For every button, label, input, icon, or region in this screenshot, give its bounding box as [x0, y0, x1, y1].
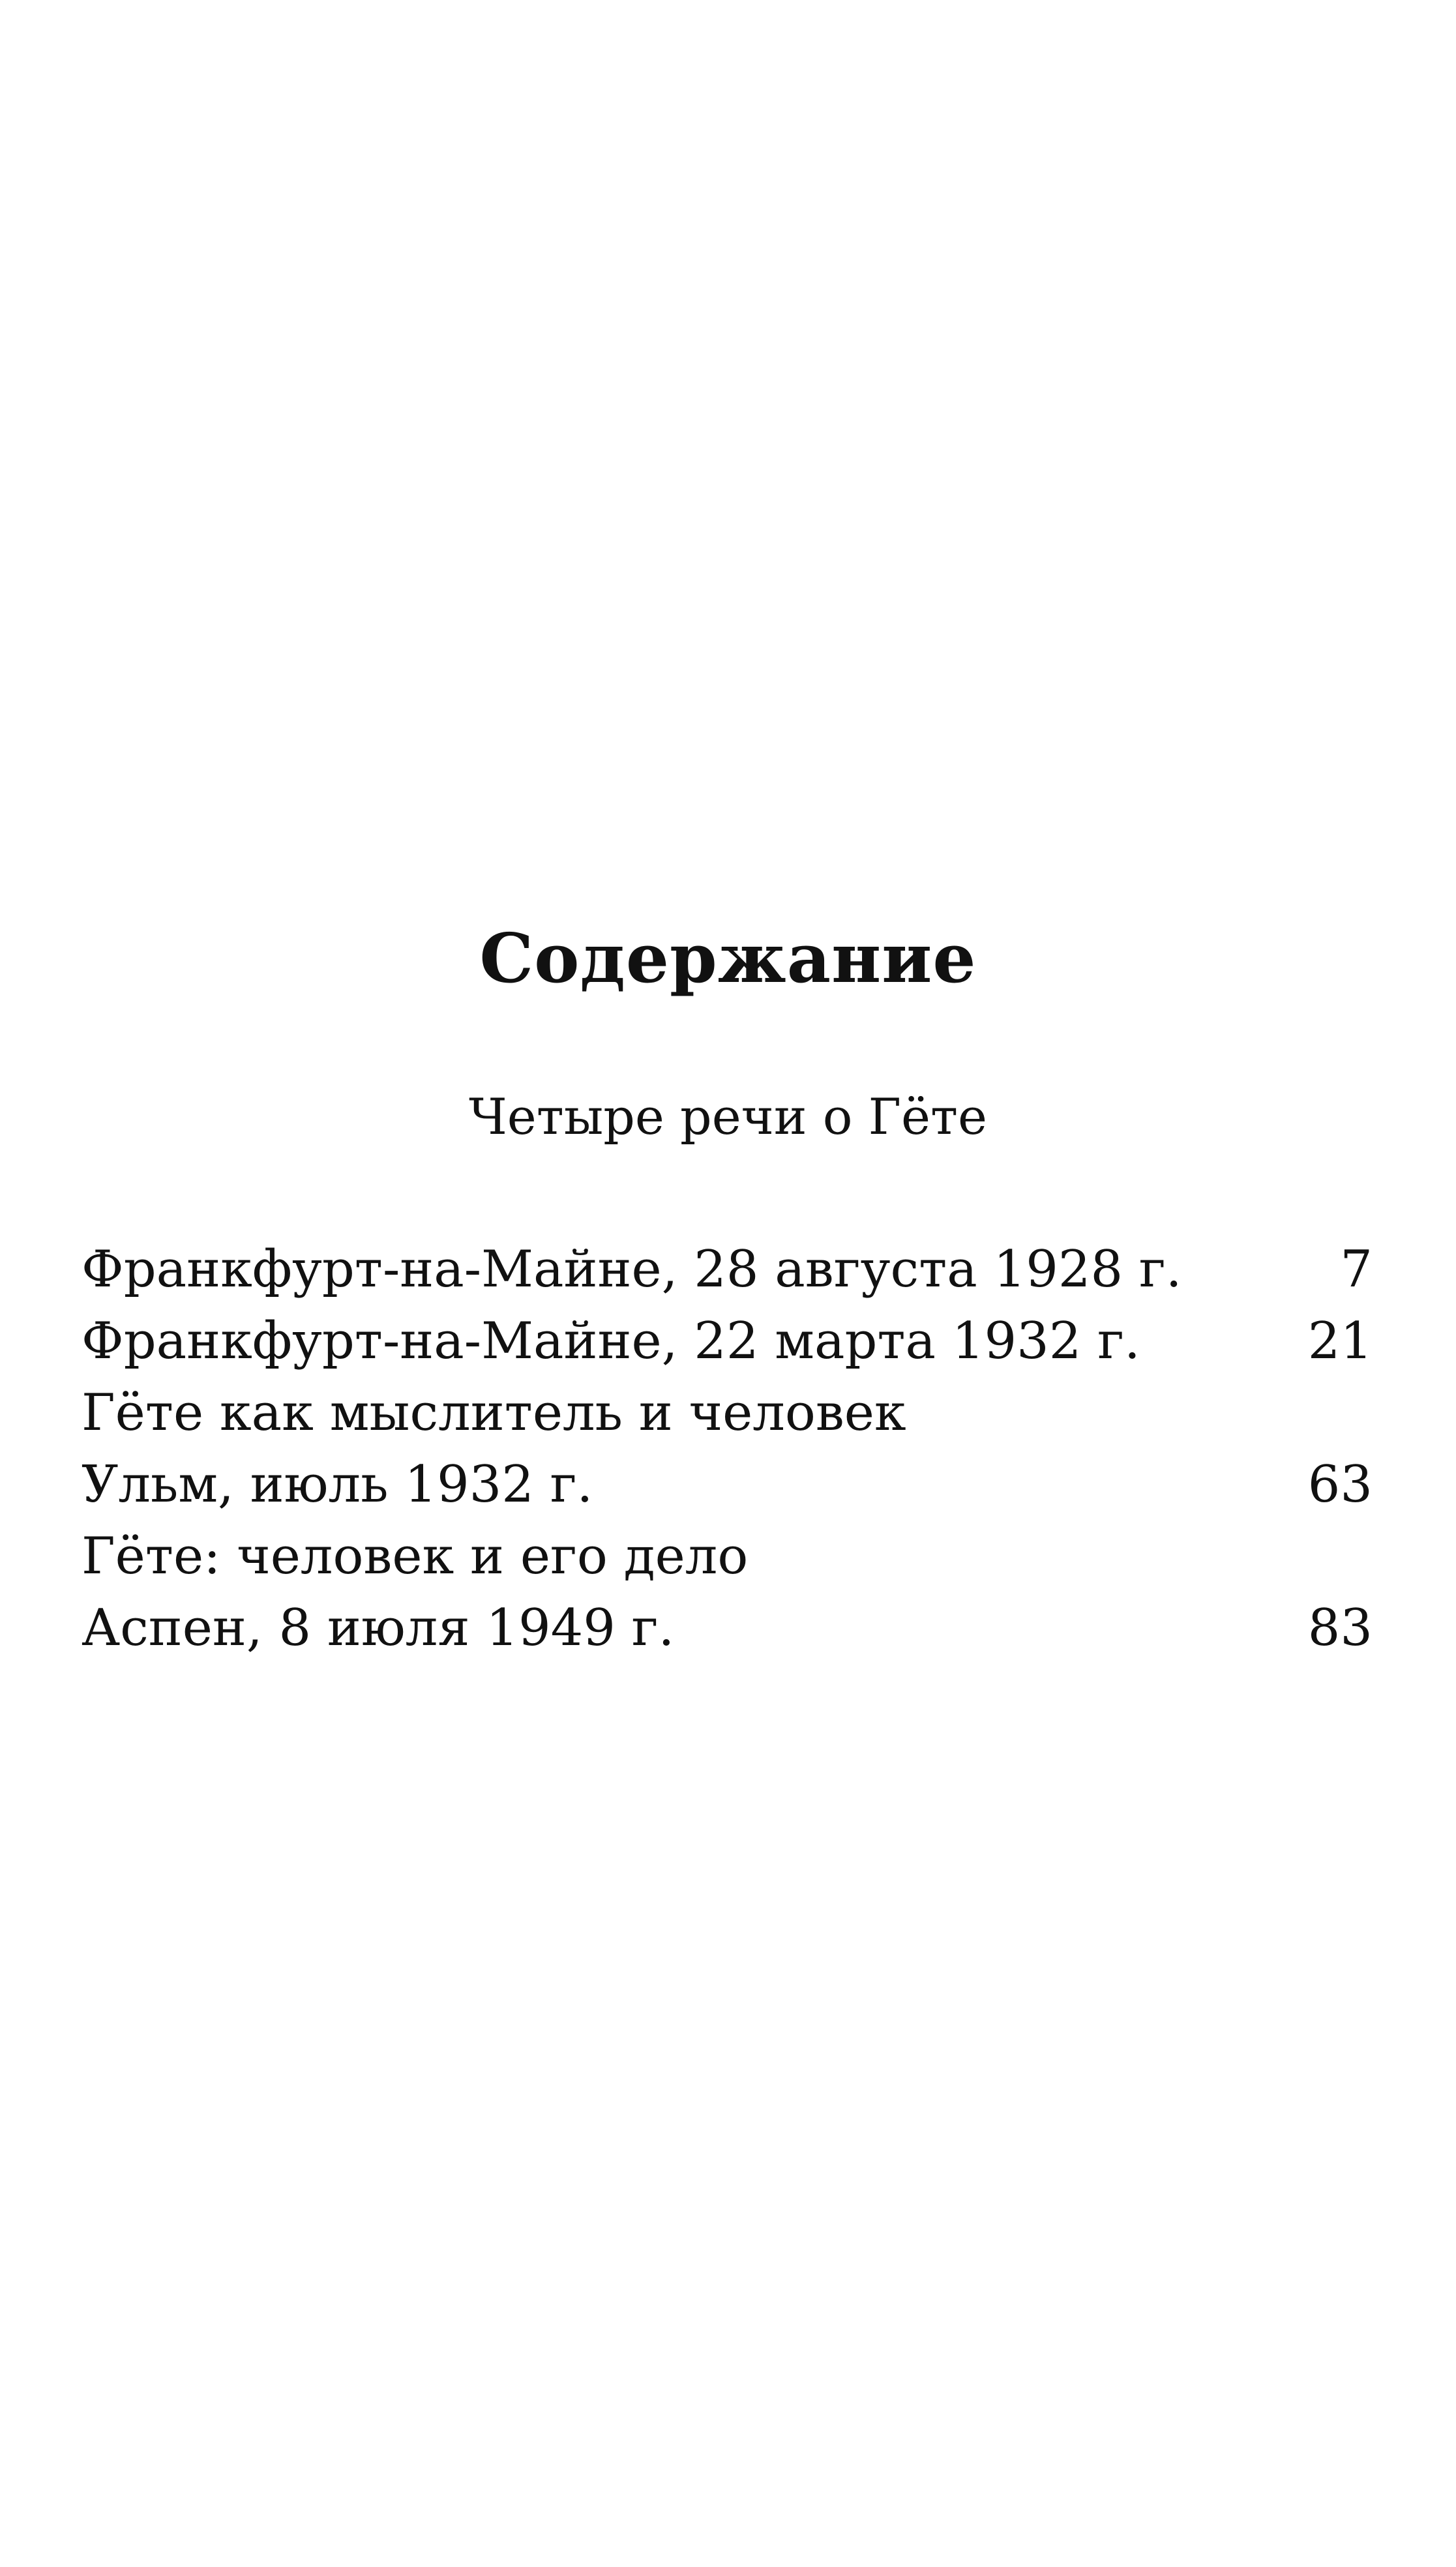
toc-entry-aspen-1949	[82, 1592, 1373, 1664]
toc-entry-page: 83	[1307, 1599, 1373, 1657]
toc-entry-page: 21	[1307, 1312, 1373, 1371]
toc-entry-title: Ульм, июль 1932 г.	[82, 1455, 593, 1514]
table-of-contents	[82, 1234, 1373, 1664]
toc-entry-title: Франкфурт-на-Майне, 22 марта 1932 г.	[82, 1312, 1140, 1371]
toc-entry-goethe-thinker	[82, 1377, 1373, 1449]
toc-entry-title: Аспен, 8 июля 1949 г.	[82, 1599, 675, 1657]
section-title: Четыре речи о Гёте	[469, 1088, 987, 1146]
toc-entry-frankfurt-1928	[82, 1234, 1373, 1305]
toc-entry-frankfurt-1932	[82, 1305, 1373, 1377]
page-title: Содержание	[479, 918, 977, 998]
toc-entry-ulm-1932	[82, 1449, 1373, 1521]
toc-entry-title: Гёте: человек и его дело	[82, 1527, 749, 1586]
toc-entry-goethe-work	[82, 1521, 1373, 1592]
toc-entry-page: 63	[1307, 1455, 1373, 1514]
toc-entry-page: 7	[1340, 1240, 1373, 1299]
toc-entry-title: Гёте как мыслитель и человек	[82, 1384, 906, 1442]
toc-entry-title: Франкфурт-на-Майне, 28 августа 1928 г.	[82, 1240, 1182, 1299]
